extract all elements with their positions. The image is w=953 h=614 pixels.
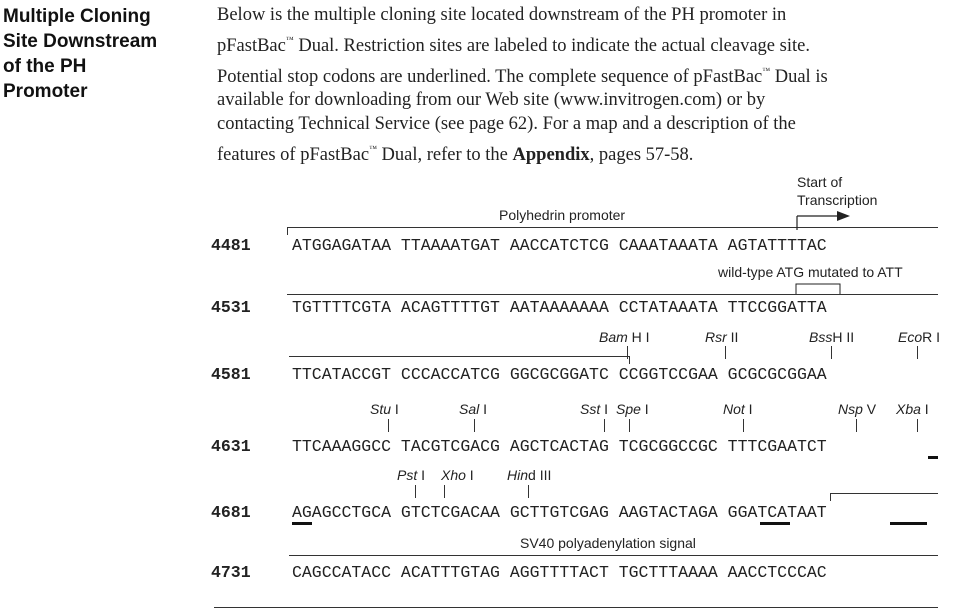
sequence-row: AGAGCCTGCA GTCTCGACAA GCTTGTCGAG AAGTACTAGA GGATCATAAT bbox=[292, 503, 827, 522]
trademark-symbol: ™ bbox=[285, 34, 294, 44]
position-number: 4681 bbox=[211, 503, 251, 522]
position-number: 4581 bbox=[211, 365, 251, 384]
intro-text: Dual, refer to the bbox=[376, 144, 513, 165]
stop-codon-underline bbox=[760, 522, 790, 525]
enzyme-label-ssti: Sst I bbox=[580, 401, 609, 417]
intro-text: Dual. Restriction sites are labeled to indicate the actual cleavage site. bbox=[293, 35, 810, 56]
cut-site-tick bbox=[917, 419, 918, 432]
promoter-end-tick bbox=[629, 356, 630, 364]
sequence-row: TTCAAAGGCC TACGTCGACG AGCTCACTAG TCGCGGCCGC TTTCGAATCT bbox=[292, 437, 827, 456]
sequence-row: TTCATACCGT CCCACCATCG GGCGCGGATC CCGGTCCGAA GCGCGCGGAA bbox=[292, 365, 827, 384]
cut-site-tick bbox=[725, 346, 726, 359]
position-number: 4731 bbox=[211, 563, 251, 582]
cut-site-tick bbox=[528, 485, 529, 498]
enzyme-label-noti: Not I bbox=[723, 401, 753, 417]
trademark-symbol: ™ bbox=[762, 65, 771, 75]
enzyme-label-xhoi: Xho I bbox=[441, 467, 474, 483]
heading-line-3: of the PH bbox=[3, 56, 87, 77]
stop-codon-underline bbox=[928, 456, 938, 459]
cut-site-tick bbox=[917, 346, 918, 359]
enzyme-label-ecori: EcoR I bbox=[898, 329, 941, 345]
intro-text: , pages 57-58. bbox=[589, 144, 694, 165]
enzyme-label-nspv: Nsp V bbox=[838, 401, 877, 417]
position-number: 4631 bbox=[211, 437, 251, 456]
enzyme-label-xbai: Xba I bbox=[896, 401, 929, 417]
cut-site-tick bbox=[415, 485, 416, 498]
sequence-row: CAGCCATACC ACATTTGTAG AGGTTTTACT TGCTTTAAAA AACCTCCCAC bbox=[292, 563, 827, 582]
enzyme-label-spei: Spe I bbox=[616, 401, 649, 417]
appendix-link-text: Appendix bbox=[512, 144, 590, 165]
sv40-start-tick bbox=[830, 493, 831, 501]
cut-site-tick bbox=[388, 419, 389, 432]
enzyme-label-rsrii: Rsr II bbox=[705, 329, 739, 345]
enzyme-label-bsshii: BssH II bbox=[809, 329, 855, 345]
heading-line-4: Promoter bbox=[3, 81, 88, 102]
row-separator bbox=[287, 294, 938, 295]
intro-text: Dual is bbox=[770, 66, 828, 87]
promoter-end-line bbox=[289, 356, 629, 357]
enzyme-label-psti: Pst I bbox=[397, 467, 426, 483]
cut-site-tick bbox=[856, 419, 857, 432]
cut-site-tick bbox=[627, 346, 628, 359]
enzyme-label-sali: Sal I bbox=[459, 401, 488, 417]
intro-line-5: contacting Technical Service (see page 62). For a map and a description of the bbox=[217, 114, 796, 135]
polyhedrin-promoter-label: Polyhedrin promoter bbox=[499, 207, 626, 223]
cut-site-tick bbox=[629, 419, 630, 432]
heading-line-1: Multiple Cloning bbox=[3, 6, 151, 27]
intro-line-4: available for downloading from our Web site (www.invitrogen.com) or by bbox=[217, 90, 766, 111]
position-number: 4481 bbox=[211, 236, 251, 255]
cut-site-tick bbox=[444, 485, 445, 498]
bottom-rule bbox=[214, 607, 938, 608]
transcription-label: Transcription bbox=[797, 192, 878, 208]
stop-codon-underline bbox=[890, 522, 927, 525]
position-number: 4531 bbox=[211, 298, 251, 317]
sv40-line bbox=[289, 555, 938, 556]
sequence-row: TGTTTTCGTA ACAGTTTTGT AATAAAAAAA CCTATAAATA TTCCGGATTA bbox=[292, 298, 827, 317]
cut-site-tick bbox=[743, 419, 744, 432]
heading-line-2: Site Downstream bbox=[3, 31, 158, 52]
transcription-arrow-icon bbox=[795, 208, 855, 232]
sv40-label: SV40 polyadenylation signal bbox=[520, 535, 696, 551]
start-of-label: Start of bbox=[797, 174, 843, 190]
product-name: pFastBac bbox=[217, 35, 286, 56]
cut-site-tick bbox=[604, 419, 605, 432]
enzyme-label-hindiii: Hind III bbox=[507, 467, 552, 483]
intro-text: Potential stop codons are underlined. The complete sequence of pFastBac bbox=[217, 66, 763, 87]
wildtype-atg-label: wild-type ATG mutated to ATT bbox=[718, 264, 903, 280]
stop-codon-underline bbox=[292, 522, 312, 525]
enzyme-label-stui: Stu I bbox=[370, 401, 399, 417]
trademark-symbol: ™ bbox=[369, 143, 377, 153]
enzyme-label-bamhi: Bam H I bbox=[599, 329, 650, 345]
intro-text: features of pFastBac bbox=[217, 144, 370, 165]
promoter-tick bbox=[287, 227, 288, 235]
sv40-start-line bbox=[830, 493, 938, 494]
intro-line-1: Below is the multiple cloning site located downstream of the PH promoter in bbox=[217, 5, 787, 25]
cut-site-tick bbox=[474, 419, 475, 432]
cut-site-tick bbox=[831, 346, 832, 359]
sequence-row: ATGGAGATAA TTAAAATGAT AACCATCTCG CAAATAAATA AGTATTTTAC bbox=[292, 236, 827, 255]
